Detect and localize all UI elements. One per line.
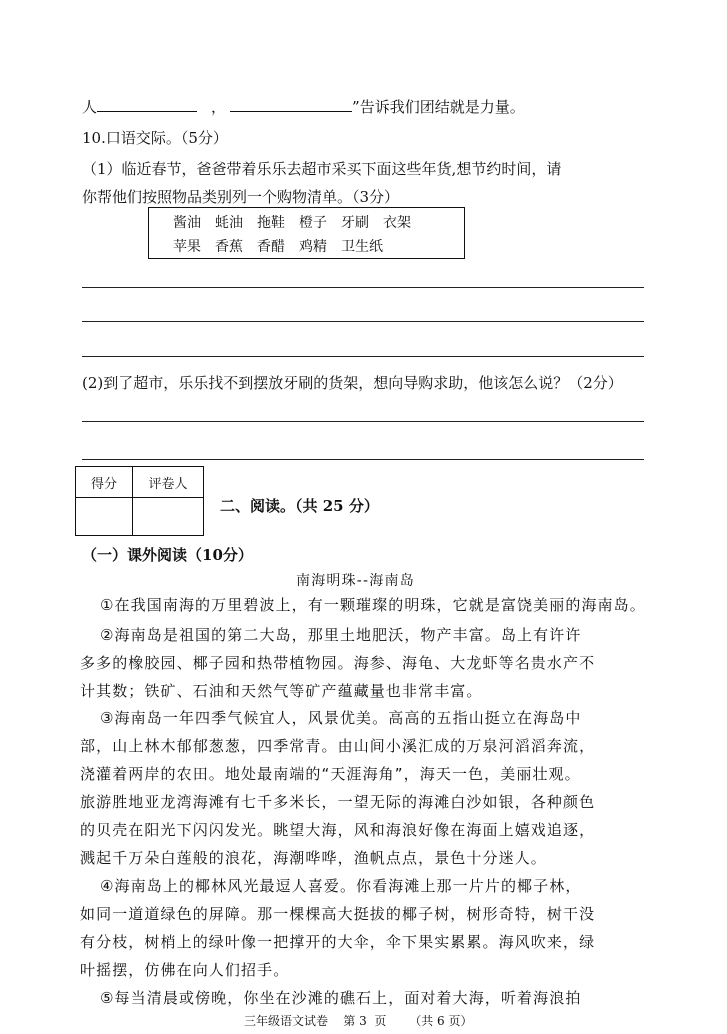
- score-header: 得分: [76, 467, 133, 498]
- passage-line: 旅游胜地亚龙湾海滩有七千多米长，一望无际的海滩白沙如银，各种颜色: [80, 793, 596, 811]
- passage-line: ④海南岛上的椰林风光最逗人喜爱。你看海滩上那一片片的椰子林，: [100, 877, 582, 895]
- passage-line: 溅起千万朵白莲般的浪花，海潮哗哗，渔帆点点，景色十分迷人。: [80, 849, 547, 867]
- goods-item: 衣架: [383, 215, 411, 231]
- q10-sub2: (2)到了超市，乐乐找不到摆放牙刷的货架，想向导购求助，他该怎么说？（2分）: [82, 374, 623, 392]
- goods-item: 香醋: [257, 239, 285, 255]
- fill-prefix: 人: [82, 98, 98, 116]
- passage-line: ②海南岛是祖国的第二大岛，那里土地肥沃，物产丰富。岛上有许许: [100, 626, 582, 644]
- goods-row-2: [173, 236, 397, 256]
- grader-header: 评卷人: [133, 467, 204, 498]
- goods-row-1: [173, 212, 425, 232]
- goods-item: 蚝油: [215, 215, 243, 231]
- passage-line: 的贝壳在阳光下闪闪发光。眺望大海，风和海浪好像在海面上嬉戏追逐，: [80, 821, 596, 839]
- page-footer: 三年级语文试卷 第 3 页 （共 6 页）: [244, 1014, 473, 1028]
- goods-item: 牙刷: [341, 215, 369, 231]
- answer-blank-1[interactable]: [97, 97, 197, 112]
- grader-cell[interactable]: [133, 498, 204, 536]
- q10-sub1-line1: （1）临近春节，爸爸带着乐乐去超市采买下面这些年货,想节约时间，请: [82, 160, 562, 178]
- goods-item: 卫生纸: [341, 239, 383, 255]
- passage-line: 叶摇摆，仿佛在向人们招手。: [80, 961, 290, 979]
- score-cell[interactable]: [76, 498, 133, 536]
- goods-item: 拖鞋: [257, 215, 285, 231]
- passage-line: ①在我国南海的万里碧波上，有一颗璀璨的明珠，它就是富饶美丽的海南岛。: [100, 596, 646, 614]
- answer-blank-2[interactable]: [230, 97, 352, 112]
- answer-line[interactable]: [82, 421, 644, 422]
- section2-title: 二、阅读。（共 25 分）: [220, 497, 379, 515]
- answer-line[interactable]: [82, 356, 644, 357]
- goods-item: 苹果: [173, 239, 201, 255]
- fill-comma: ，: [211, 98, 227, 116]
- answer-line[interactable]: [82, 287, 644, 288]
- goods-item: 香蕉: [215, 239, 243, 255]
- passage-line: 部，山上林木郁郁葱葱，四季常青。由山间小溪汇成的万泉河滔滔奔流，: [80, 737, 596, 755]
- fill-suffix: ”告诉我们团结就是力量。: [352, 98, 525, 116]
- passage-line: ③海南岛一年四季气候宜人，风景优美。高高的五指山挺立在海岛中: [100, 709, 582, 727]
- q10-title: 10.口语交际。（5分）: [82, 129, 228, 147]
- passage-line: 如同一道道绿色的屏障。那一棵棵高大挺拔的椰子树，树形奇特，树干没: [80, 905, 596, 923]
- goods-item: 酱油: [173, 215, 201, 231]
- passage-line: 浇灌着两岸的农田。地处最南端的“天涯海角”，海天一色，美丽壮观。: [80, 765, 581, 783]
- passage-line: 多多的橡胶园、椰子园和热带植物园。海参、海龟、大龙虾等名贵水产不: [80, 654, 596, 672]
- passage-line: ⑤每当清晨或傍晚，你坐在沙滩的礁石上，面对着大海，听着海浪拍: [100, 989, 582, 1007]
- score-table: [75, 466, 204, 536]
- goods-item: 鸡精: [299, 239, 327, 255]
- passage-title: 南海明珠--海南岛: [296, 573, 415, 589]
- passage-line: 有分枝，树梢上的绿叶像一把撑开的大伞，伞下果实累累。海风吹来，绿: [80, 933, 596, 951]
- fill-in-line: [82, 96, 525, 117]
- goods-item: 橙子: [299, 215, 327, 231]
- q10-sub1-line2: 你帮他们按照物品类别列一个购物清单。（3分）: [82, 188, 400, 206]
- passage-line: 计其数；铁矿、石油和天然气等矿产蕴藏量也非常丰富。: [80, 682, 483, 700]
- part1-title: （一）课外阅读（10分）: [82, 546, 253, 564]
- answer-line[interactable]: [82, 459, 644, 460]
- answer-line[interactable]: [82, 321, 644, 322]
